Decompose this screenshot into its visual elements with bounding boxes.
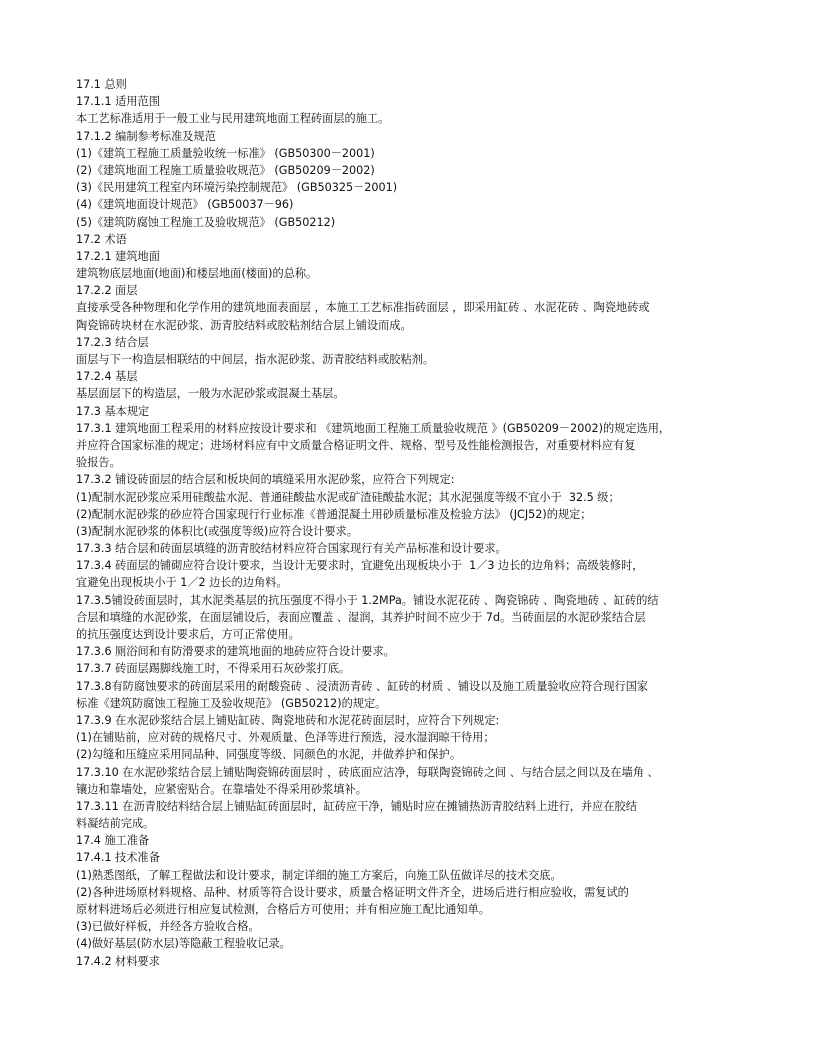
text-line: 17.3.6 厕浴间和有防滑要求的建筑地面的地砖应符合设计要求。 — [76, 645, 395, 659]
text-line: 17.4 施工准备 — [76, 834, 150, 848]
text-line: (2)配制水泥砂浆的砂应符合国家现行行业标准《普通混凝土用砂质量标准及检验方法》 (JCJ52)的规定； — [76, 507, 592, 521]
text-line: (3)《民用建筑工程室内环境污染控制规范》 (GB50325－2001) — [76, 181, 398, 195]
text-line: 17.2 术语 — [76, 232, 127, 246]
text-line: 17.1.2 编制参考标准及规范 — [76, 129, 216, 143]
text-line: 17.3.9 在水泥砂浆结合层上铺贴缸砖、陶瓷地砖和水泥花砖面层时，应符合下列规定: — [76, 713, 500, 727]
text-line: 17.2.2 面层 — [76, 284, 138, 298]
document-body — [76, 76, 744, 970]
text-line: 17.3.7 砖面层踢脚线施工时，不得采用石灰砂浆打底。 — [76, 662, 351, 676]
text-line: 17.2.4 基层 — [76, 370, 138, 384]
text-line: 验报告。 — [76, 456, 121, 470]
text-line: 宜避免出现板块小于 1／2 边长的边角料。 — [76, 576, 288, 590]
text-line: (1)在铺贴前，应对砖的规格尺寸、外观质量、色泽等进行预选，浸水湿润晾干待用； — [76, 731, 495, 745]
text-line: 17.3.1 建筑地面工程采用的材料应按设计要求和 《建筑地面工程施工质量验收规范 》(GB50209－2002)的规定选用， — [76, 421, 671, 435]
text-line: 17.3.3 结合层和砖面层填缝的沥青胶结材料应符合国家现行有关产品标准和设计要求。 — [76, 542, 507, 556]
text-line: (3)已做好样板，并经各方验收合格。 — [76, 920, 260, 934]
text-line: 合层和填缝的水泥砂浆，在面层铺设后，表面应覆盖 、湿润，其养护时间不应少于 7d。当砖面层的水泥砂浆结合层 — [76, 610, 646, 624]
text-line: (3)配制水泥砂浆的体积比(或强度等级)应符合设计要求。 — [76, 524, 358, 538]
text-line: 陶瓷锦砖块材在水泥砂浆、沥青胶结料或胶粘剂结合层上铺设而成。 — [76, 318, 412, 332]
text-line: 17.2.3 结合层 — [76, 335, 149, 349]
text-line: 17.3.8有防腐蚀要求的砖面层采用的耐酸瓷砖 、浸渍沥青砖 、缸砖的材质 、铺设以及施工质量验收应符合现行国家 — [76, 679, 649, 693]
text-line: 建筑物底层地面(地面)和楼层地面(楼面)的总称。 — [76, 267, 318, 281]
text-line: 本工艺标准适用于一般工业与民用建筑地面工程砖面层的施工。 — [76, 112, 390, 126]
text-line: 17.3.5铺设砖面层时，其水泥类基层的抗压强度不得小于 1.2MPa。铺设水泥花砖 、陶瓷锦砖 、陶瓷地砖 、缸砖的结 — [76, 593, 659, 607]
text-line: (5)《建筑防腐蚀工程施工及验收规范》 (GB50212) — [76, 215, 336, 229]
text-line: 17.3.11 在沥青胶结料结合层上铺贴缸砖面层时，缸砖应干净，铺贴时应在摊铺热沥青胶结料上进行，并应在胶结 — [76, 799, 637, 813]
text-line: 17.4.1 技术准备 — [76, 851, 160, 865]
text-line: 料凝结前完成。 — [76, 817, 155, 831]
text-line: 基层面层下的构造层，一般为水泥砂浆或混凝土基层。 — [76, 387, 345, 401]
text-line: (2)《建筑地面工程施工质量验收规范》 (GB50209－2002) — [76, 163, 375, 177]
text-line: 17.3.10 在水泥砂浆结合层上铺贴陶瓷锦砖面层时 ，砖底面应洁净，每联陶瓷锦砖之间 、与结合层之间以及在墙角 、 — [76, 765, 659, 779]
text-line: 17.3 基本规定 — [76, 404, 150, 418]
text-line: 原材料进场后必须进行相应复试检测，合格后方可使用；并有相应施工配比通知单。 — [76, 903, 490, 916]
text-line: (2)各种进场原材料规格、品种、材质等符合设计要求，质量合格证明文件齐全，进场后进行相应验收，需复试的 — [76, 885, 629, 899]
text-line: 17.4.2 材料要求 — [76, 954, 160, 968]
text-line: 17.1.1 适用范围 — [76, 95, 160, 109]
text-line: 镶边和靠墙处，应紧密贴合。在靠墙处不得采用砂浆填补。 — [76, 782, 367, 796]
text-line: 17.1 总则 — [76, 78, 127, 91]
text-line: 标准《建筑防腐蚀工程施工及验收规范》 (GB50212)的规定。 — [76, 696, 387, 710]
text-line: 17.3.4 砖面层的铺砌应符合设计要求，当设计无要求时，宜避免出现板块小于 1／3 边长的边角料；高级装修时， — [76, 559, 644, 573]
text-line: (1)熟悉图纸，了解工程做法和设计要求，制定详细的施工方案后，向施工队伍做详尽的技术交底。 — [76, 868, 562, 882]
text-line: 17.2.1 建筑地面 — [76, 249, 160, 263]
text-line: 直接承受各种物理和化学作用的建筑地面表面层 ，本施工工艺标准指砖面层 ，即采用缸砖 、水泥花砖 、陶瓷地砖或 — [76, 301, 650, 315]
text-line: 的抗压强度达到设计要求后，方可正常使用。 — [76, 628, 300, 641]
text-line: (2)勾缝和压缝应采用同品种、同强度等级、同颜色的水泥，并做养护和保护。 — [76, 748, 462, 762]
text-line: 17.3.2 铺设砖面层的结合层和板块间的填缝采用水泥砂浆，应符合下列规定: — [76, 473, 455, 487]
text-line: (1)配制水泥砂浆应采用硅酸盐水泥、普通硅酸盐水泥或矿渣硅酸盐水泥；其水泥强度等级不宜小于 32.5 级； — [76, 490, 620, 504]
text-line: (4)做好基层(防水层)等隐蔽工程验收记录。 — [76, 937, 291, 951]
text-line: 面层与下一构造层相联结的中间层，指水泥砂浆、沥青胶结料或胶粘剂。 — [76, 353, 435, 366]
text-line: 并应符合国家标准的规定；进场材料应有中文质量合格证明文件、规格、型号及性能检测报告，对重要材料应有复 — [76, 438, 636, 452]
text-line: (1)《建筑工程施工质量验收统一标准》 (GB50300－2001) — [76, 146, 375, 160]
text-line: (4)《建筑地面设计规范》 (GB50037－96) — [76, 198, 294, 212]
